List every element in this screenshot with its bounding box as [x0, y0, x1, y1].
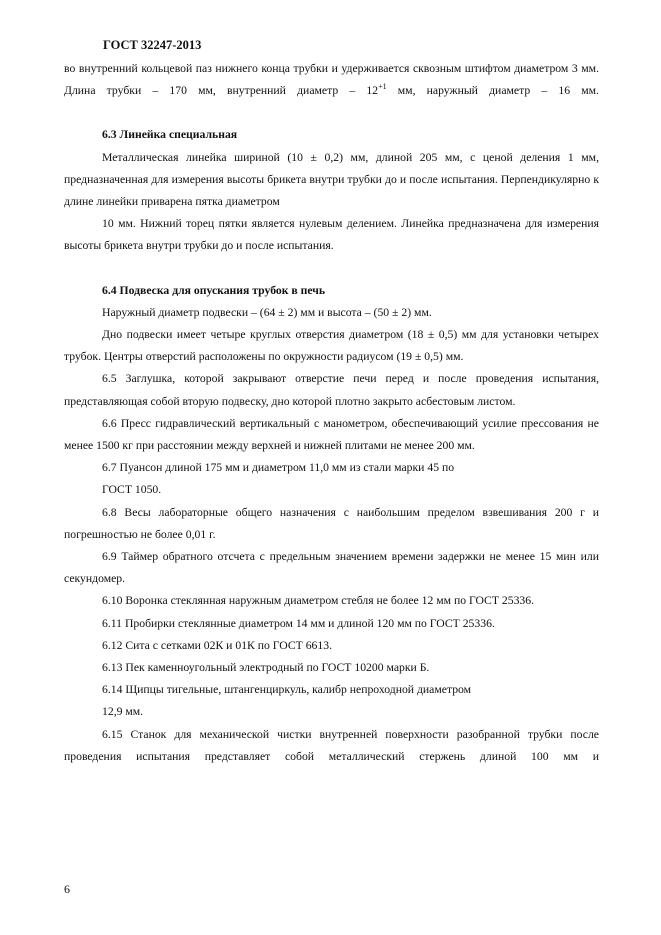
section-6-3-title: 6.3 Линейка специальная — [102, 128, 238, 142]
item-6-13: 6.13 Пек каменноугольный электродный по ГОСТ 10200 марки Б. — [102, 661, 430, 675]
document-code-header: ГОСТ 32247-2013 — [103, 38, 202, 52]
section-6-3-paragraph-1: Металлическая линейка шириной (10 ± 0,2) мм, длиной 205 мм, с ценой деления 1 мм, предназначенная для измерения высоты брикета внутри трубки до и после испытания. Перпендикулярно к длине линейки приварена пятка диаметром — [64, 150, 599, 209]
section-6-3-paragraph-2: 10 мм. Нижний торец пятки является нулевым делением. Линейка предназначена для измерения высоты брикета внутри трубки до и после испытания. — [64, 217, 599, 253]
item-6-11: 6.11 Пробирки стеклянные диаметром 14 мм и длиной 120 мм по ГОСТ 25336. — [102, 616, 495, 630]
item-6-10: 6.10 Воронка стеклянная наружным диаметром стебля не более 12 мм по ГОСТ 25336. — [102, 594, 535, 608]
item-6-8: 6.8 Весы лабораторные общего назначения с наибольшим пределом взвешивания 200 г и погрешностью не более 0,01 г. — [64, 505, 599, 541]
item-6-14-continuation: 12,9 мм. — [102, 705, 144, 719]
page-number: 6 — [64, 882, 70, 896]
item-6-7-continuation: ГОСТ 1050. — [102, 483, 162, 497]
tolerance-superscript: +1 — [378, 82, 387, 92]
section-6-4-title: 6.4 Подвеска для опускания трубок в печь — [102, 283, 326, 297]
item-6-14: 6.14 Щипцы тигельные, штангенциркуль, калибр непроходной диаметром — [102, 683, 472, 697]
intro-text-1: во внутренний кольцевой паз нижнего конца трубки и удерживается сквозным штифтом диаметром 3 мм. Длина трубки – 170 мм, внутренний диаметр – 12 — [64, 62, 599, 98]
section-6-4-paragraph-2: Дно подвески имеет четыре круглых отверстия диаметром (18 ± 0,5) мм для установки четырех трубок. Центры отверстий расположены по окружности радиусом (19 ± 0,5) мм. — [64, 328, 599, 364]
intro-text-2: мм, наружный диаметр – 16 мм. — [386, 84, 599, 98]
intro-paragraph — [64, 58, 599, 102]
item-6-5: 6.5 Заглушка, которой закрывают отверстие печи перед и после проведения испытания, представляющая собой вторую подвеску, дно которой плотно закрыто асбестовым листом. — [64, 372, 599, 408]
item-6-7: 6.7 Пуансон длиной 175 мм и диаметром 11,0 мм из стали марки 45 по — [102, 461, 455, 475]
item-6-15: 6.15 Станок для механической чистки внутренней поверхности разобранной трубки после проведения испытания представляет собой металлический стержень длиной 100 мм и — [64, 727, 599, 763]
document-body — [64, 58, 599, 768]
item-6-6: 6.6 Пресс гидравлический вертикальный с манометром, обеспечивающий усилие прессования не менее 1500 кг при расстоянии между верхней и нижней плитами не менее 200 мм. — [64, 416, 599, 453]
item-6-12: 6.12 Сита с сетками 02К и 01К по ГОСТ 6613. — [102, 638, 332, 652]
item-6-9: 6.9 Таймер обратного отсчета с предельным значением времени задержки не менее 15 мин или секундомер. — [64, 550, 599, 586]
section-6-4-paragraph-1: Наружный диаметр подвески – (64 ± 2) мм и высота – (50 ± 2) мм. — [102, 305, 432, 319]
